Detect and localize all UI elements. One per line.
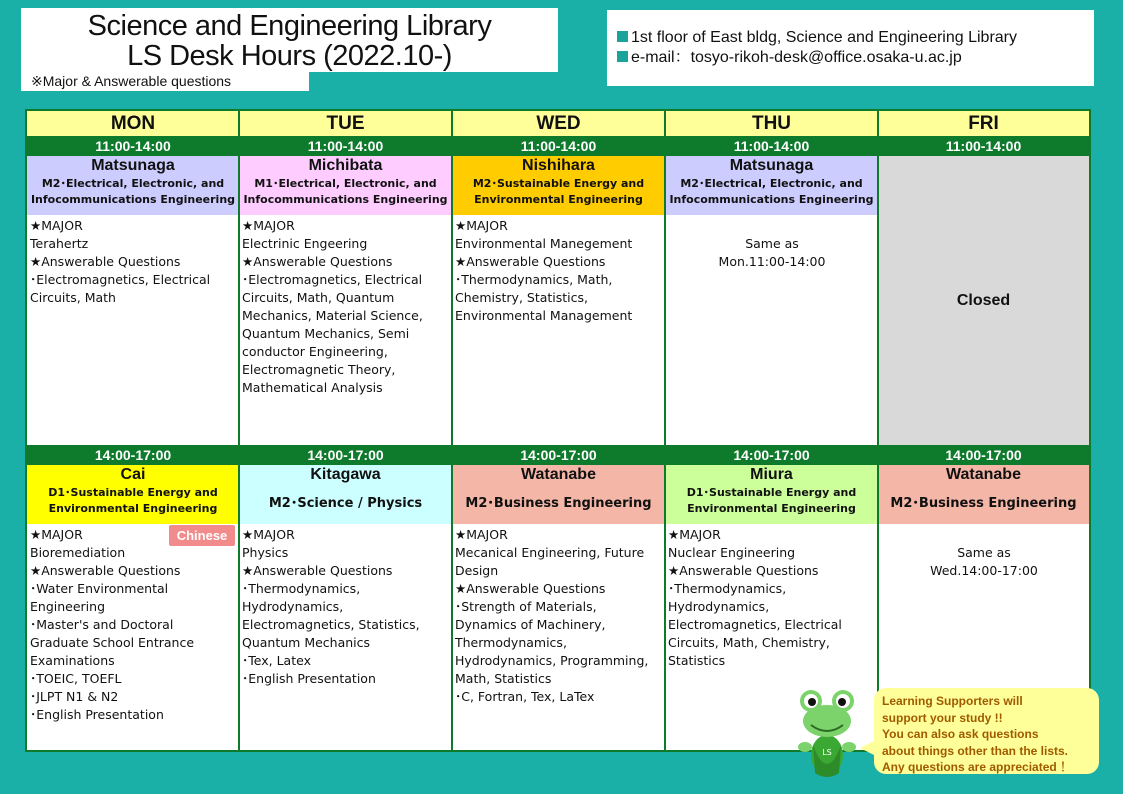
tutor-major: M2･Business Engineering: [465, 496, 652, 511]
tutor-major: M2･Sustainable Energy and: [472, 177, 645, 190]
tutor-major: Infocommunications Engineering: [243, 193, 448, 206]
time-slot-afternoon: 14:00-17:00: [27, 445, 239, 465]
language-badge: Chinese: [169, 525, 235, 546]
time-slot-afternoon: 14:00-17:00: [878, 445, 1089, 465]
time-slot-afternoon: 14:00-17:00: [239, 445, 452, 465]
time-slot-afternoon: 14:00-17:00: [452, 445, 665, 465]
title-line-2: LS Desk Hours (2022.10-): [127, 40, 452, 72]
speech-bubble: [874, 688, 1099, 774]
tutor-major: M2･Electrical, Electronic, and: [680, 177, 863, 190]
slot-description: ★MAJOR Mecanical Engineering, Future Design ★Answerable Questions ･Strength of Materials, Dynamics of Machinery, Thermodynamics, Hydrodynamics, Programming, Math, Statistics ･C, Fortran, Tex, LaTex: [455, 527, 649, 704]
tutor-name: Watanabe: [946, 466, 1021, 483]
tutor-major: Environmental Engineering: [48, 502, 218, 515]
slot-description: ★MAJOR Bioremediation ★Answerable Questions ･Water Environmental Engineering ･Master's and Doctoral Graduate School Entrance Examinations ･TOEIC, TOEFL ･JLPT N1 & N2 ･English Presentation: [30, 527, 195, 722]
tutor-name: Matsunaga: [91, 157, 175, 174]
bubble-line-3: You can also ask questions: [882, 727, 1039, 741]
time-slot-afternoon: 14:00-17:00: [665, 445, 878, 465]
bubble-line-1: Learning Supporters will: [882, 694, 1023, 708]
tutor-name: Cai: [120, 466, 146, 483]
tutor-major: Infocommunications Engineering: [669, 193, 874, 206]
closed-label: Closed: [878, 156, 1089, 445]
bubble-line-4: about things other than the lists.: [882, 743, 1068, 758]
tutor-name: Matsunaga: [729, 157, 814, 174]
tutor-name: Nishihara: [522, 157, 595, 174]
email-line: [617, 48, 1094, 68]
tutor-major: M1･Electrical, Electronic, and: [254, 177, 437, 190]
slot-description: ★MAJOR Physics ★Answerable Questions ･Thermodynamics, Hydrodynamics, Electromagnetics, Statistics, Quantum Mechanics ･Tex, Latex ･English Presentation: [242, 527, 420, 686]
tutor-header: [665, 156, 878, 215]
time-slot-morning: 11:00-14:00: [27, 136, 239, 156]
day-header: THU: [665, 111, 878, 136]
column-divider: [664, 111, 666, 750]
bubble-line-2: support your study !!: [882, 710, 1003, 725]
title-line-1: Science and Engineering Library: [87, 10, 492, 42]
time-slot-morning: 11:00-14:00: [878, 136, 1089, 156]
column-divider: [877, 111, 879, 750]
time-slot-morning: 11:00-14:00: [665, 136, 878, 156]
tutor-name: Watanabe: [521, 466, 596, 483]
tutor-header: [878, 465, 1089, 524]
bullet-square-icon: [617, 51, 628, 62]
subtitle-note: ※Major & Answerable questions: [21, 72, 309, 91]
tutor-major: M2･Business Engineering: [890, 496, 1077, 511]
tutor-header: [27, 465, 239, 524]
time-slot-morning: 11:00-14:00: [239, 136, 452, 156]
schedule-grid: [25, 109, 1091, 752]
day-header: MON: [27, 111, 239, 136]
time-slot-morning: 11:00-14:00: [452, 136, 665, 156]
slot-description: ★MAJOR Terahertz ★Answerable Questions ･Electromagnetics, Electrical Circuits, Math: [30, 218, 211, 305]
info-box: [607, 10, 1094, 86]
column-divider: [238, 111, 240, 750]
tutor-header: [27, 156, 239, 215]
location-text: 1st floor of East bldg, Science and Engineering Library: [631, 29, 1018, 46]
day-column-tue: [239, 111, 452, 750]
tutor-major: M2･Science / Physics: [268, 496, 423, 511]
tutor-header: [665, 465, 878, 524]
day-column-thu: [665, 111, 878, 750]
tutor-major: Environmental Engineering: [474, 193, 643, 206]
column-divider: [451, 111, 453, 750]
tutor-header: [452, 156, 665, 215]
tutor-major: M2･Electrical, Electronic, and: [41, 177, 225, 190]
day-column-fri: [878, 111, 1089, 750]
day-column-wed: [452, 111, 665, 750]
slot-description: ★MAJOR Nuclear Engineering ★Answerable Questions ･Thermodynamics, Hydrodynamics, Electromagnetics, Electrical Circuits, Math, Chemistry, Statistics: [668, 527, 842, 668]
day-header: WED: [452, 111, 665, 136]
slot-description: ★MAJOR Electrinic Engeering ★Answerable Questions ･Electromagnetics, Electrical Circuits, Math, Quantum Mechanics, Material Science, Quantum Mechanics, Semi conductor Engineering, Electromagnetic Theory, Mathematical Analysis: [242, 218, 423, 395]
location-line: [617, 28, 1094, 48]
title-box: [21, 8, 558, 72]
day-column-mon: [27, 111, 239, 750]
frog-mascot-icon: [793, 685, 861, 783]
day-header: FRI: [878, 111, 1089, 136]
tutor-major: Environmental Engineering: [687, 502, 856, 515]
tutor-header: [239, 156, 452, 215]
mascot-label: LS: [822, 748, 832, 757]
day-header: TUE: [239, 111, 452, 136]
bubble-line-5: Any questions are appreciated ！: [882, 760, 1073, 774]
tutor-major: D1･Sustainable Energy and: [48, 486, 218, 499]
email-text[interactable]: e-mail：tosyo-rikoh-desk@office.osaka-u.ac.jp: [631, 49, 962, 66]
tutor-header: [452, 465, 665, 524]
tutor-name: Miura: [750, 466, 793, 483]
slot-description: ★MAJOR Environmental Manegement ★Answerable Questions ･Thermodynamics, Math, Chemistry, Statistics, Environmental Management: [455, 218, 633, 323]
bullet-square-icon: [617, 31, 628, 42]
tutor-name: Kitagawa: [310, 466, 381, 483]
tutor-name: Michibata: [308, 157, 383, 174]
tutor-major: D1･Sustainable Energy and: [686, 486, 857, 499]
tutor-header: [239, 465, 452, 524]
tutor-major: Infocommunications Engineering: [30, 193, 236, 206]
slot-description: Same as Mon.11:00-14:00: [718, 236, 826, 269]
slot-description: Same as Wed.14:00-17:00: [930, 545, 1038, 578]
